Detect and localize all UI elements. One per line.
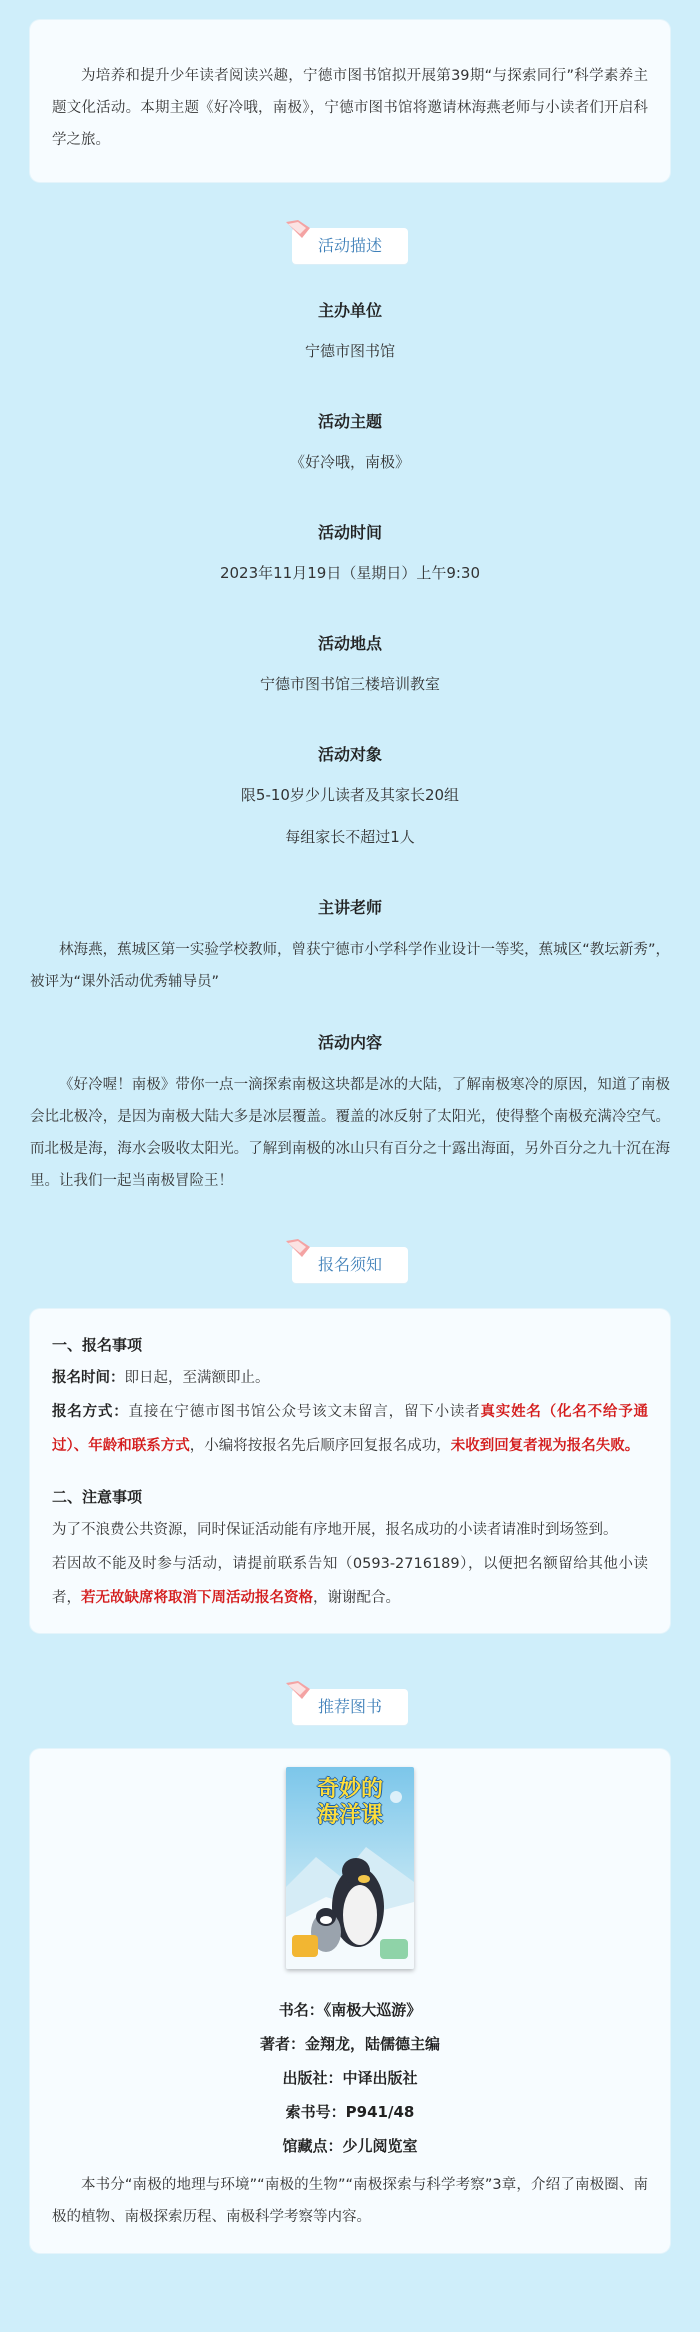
signup-method-label: 报名方式： — [52, 1404, 129, 1420]
signup-note-2-text-2: ，谢谢配合。 — [313, 1590, 400, 1606]
signup-note-1: 为了不浪费公共资源，同时保证活动能有序地开展，报名成功的小读者请准时到场签到。 — [52, 1522, 618, 1538]
book-call-number: 索书号：P941/48 — [285, 2103, 415, 2121]
ribbon-corner-icon — [284, 1237, 314, 1259]
place-section — [0, 631, 700, 698]
book-cover-title — [286, 1777, 414, 1829]
place-heading: 活动地点 — [317, 634, 382, 653]
theme-section — [0, 409, 700, 476]
book-card — [30, 1749, 670, 2253]
audience-section — [0, 742, 700, 851]
activity-badge-label: 活动描述 — [317, 236, 382, 255]
teacher-text: 林海燕，蕉城区第一实验学校教师，曾获宁德市小学科学作业设计一等奖，蕉城区“教坛新秀”，被评为“课外活动优秀辅导员” — [30, 942, 670, 990]
book-cover-title-line-1: 奇妙的 — [316, 1777, 383, 1802]
signup-time-line — [52, 1361, 648, 1395]
book-cover-image — [286, 1767, 414, 1969]
book-description: 本书分“南极的地理与环境”“南极的生物”“南极探索与科学考察”3章，介绍了南极圈、南极的植物、南极探索历程、南极科学考察等内容。 — [52, 2177, 648, 2225]
signup-method-text-1: 直接在宁德市图书馆公众号该文末留言，留下小读者 — [128, 1404, 481, 1420]
book-cover-title-line-2: 海洋课 — [316, 1803, 383, 1828]
signup-heading-2: 二、注意事项 — [52, 1488, 143, 1506]
time-value: 2023年11月19日（星期日）上午9:30 — [219, 564, 481, 582]
content-section — [0, 1030, 700, 1053]
signup-badge — [292, 1247, 408, 1283]
ribbon-corner-icon — [284, 218, 314, 240]
book-location: 馆藏点：少儿阅览室 — [282, 2137, 418, 2155]
place-value: 宁德市图书馆三楼培训教室 — [259, 675, 440, 693]
intro-card — [30, 20, 670, 182]
signup-method-red-2: 未收到回复者视为报名失败。 — [450, 1438, 640, 1454]
audience-value-1: 限5-10岁少儿读者及其家长20组 — [240, 786, 460, 804]
signup-time-label: 报名时间： — [52, 1370, 125, 1386]
theme-heading: 活动主题 — [317, 412, 382, 431]
content-heading: 活动内容 — [317, 1033, 382, 1052]
signup-method-text-2: ，小编将按报名先后顺序回复报名成功， — [189, 1438, 451, 1454]
organizer-value: 宁德市图书馆 — [304, 342, 395, 360]
signup-badge-wrap — [0, 1247, 700, 1287]
signup-badge-label: 报名须知 — [317, 1255, 382, 1274]
books-badge-label: 推荐图书 — [317, 1697, 382, 1716]
teacher-heading: 主讲老师 — [317, 898, 382, 917]
book-author: 著者：金翔龙，陆儒德主编 — [259, 2035, 440, 2053]
audience-value-2: 每组家长不超过1人 — [285, 828, 415, 846]
activity-badge-wrap — [0, 228, 700, 268]
signup-time-value: 即日起，至满额即止。 — [124, 1370, 270, 1386]
intro-text: 为培养和提升少年读者阅读兴趣，宁德市图书馆拟开展第39期“与探索同行”科学素养主题文化活动。本期主题《好冷哦，南极》，宁德市图书馆将邀请林海燕老师与小读者们开启科学之旅。 — [52, 68, 648, 148]
signup-note-2-red: 若无故缺席将取消下周活动报名资格 — [81, 1590, 313, 1606]
teacher-section — [0, 895, 700, 918]
organizer-section — [0, 298, 700, 365]
book-info — [52, 1993, 648, 2163]
theme-value: 《好冷哦，南极》 — [289, 453, 410, 471]
organizer-heading: 主办单位 — [317, 301, 382, 320]
signup-method-red-1: 真实姓名（化名不给予通过）、年龄和联系方式 — [52, 1404, 649, 1454]
books-badge — [292, 1689, 408, 1725]
books-badge-wrap — [0, 1689, 700, 1729]
signup-note-2-text-1: 若因故不能及时参与活动，请提前联系告知（0593-2716189），以便把名额留给其他小读者， — [52, 1556, 648, 1606]
audience-heading: 活动对象 — [317, 745, 382, 764]
signup-note-2 — [52, 1547, 648, 1615]
signup-card — [30, 1309, 670, 1633]
time-heading: 活动时间 — [317, 523, 382, 542]
content-text: 《好冷喔！南极》带你一点一滴探索南极这块都是冰的大陆，了解南极寒冷的原因，知道了南极会比北极冷，是因为南极大陆大多是冰层覆盖。覆盖的冰反射了太阳光，使得整个南极充满冷空气。而北极是海，海水会吸收太阳光。了解到南极的冰山只有百分之十露出海面，另外百分之九十沉在海里。让我们一起当南极冒险王！ — [30, 1077, 670, 1189]
activity-badge — [292, 228, 408, 264]
signup-method-line — [52, 1395, 648, 1463]
ribbon-corner-icon — [284, 1679, 314, 1701]
time-section — [0, 520, 700, 587]
book-publisher: 出版社：中译出版社 — [282, 2069, 418, 2087]
book-title: 书名：《南极大巡游》 — [278, 2001, 422, 2019]
signup-heading-1: 一、报名事项 — [52, 1336, 143, 1354]
